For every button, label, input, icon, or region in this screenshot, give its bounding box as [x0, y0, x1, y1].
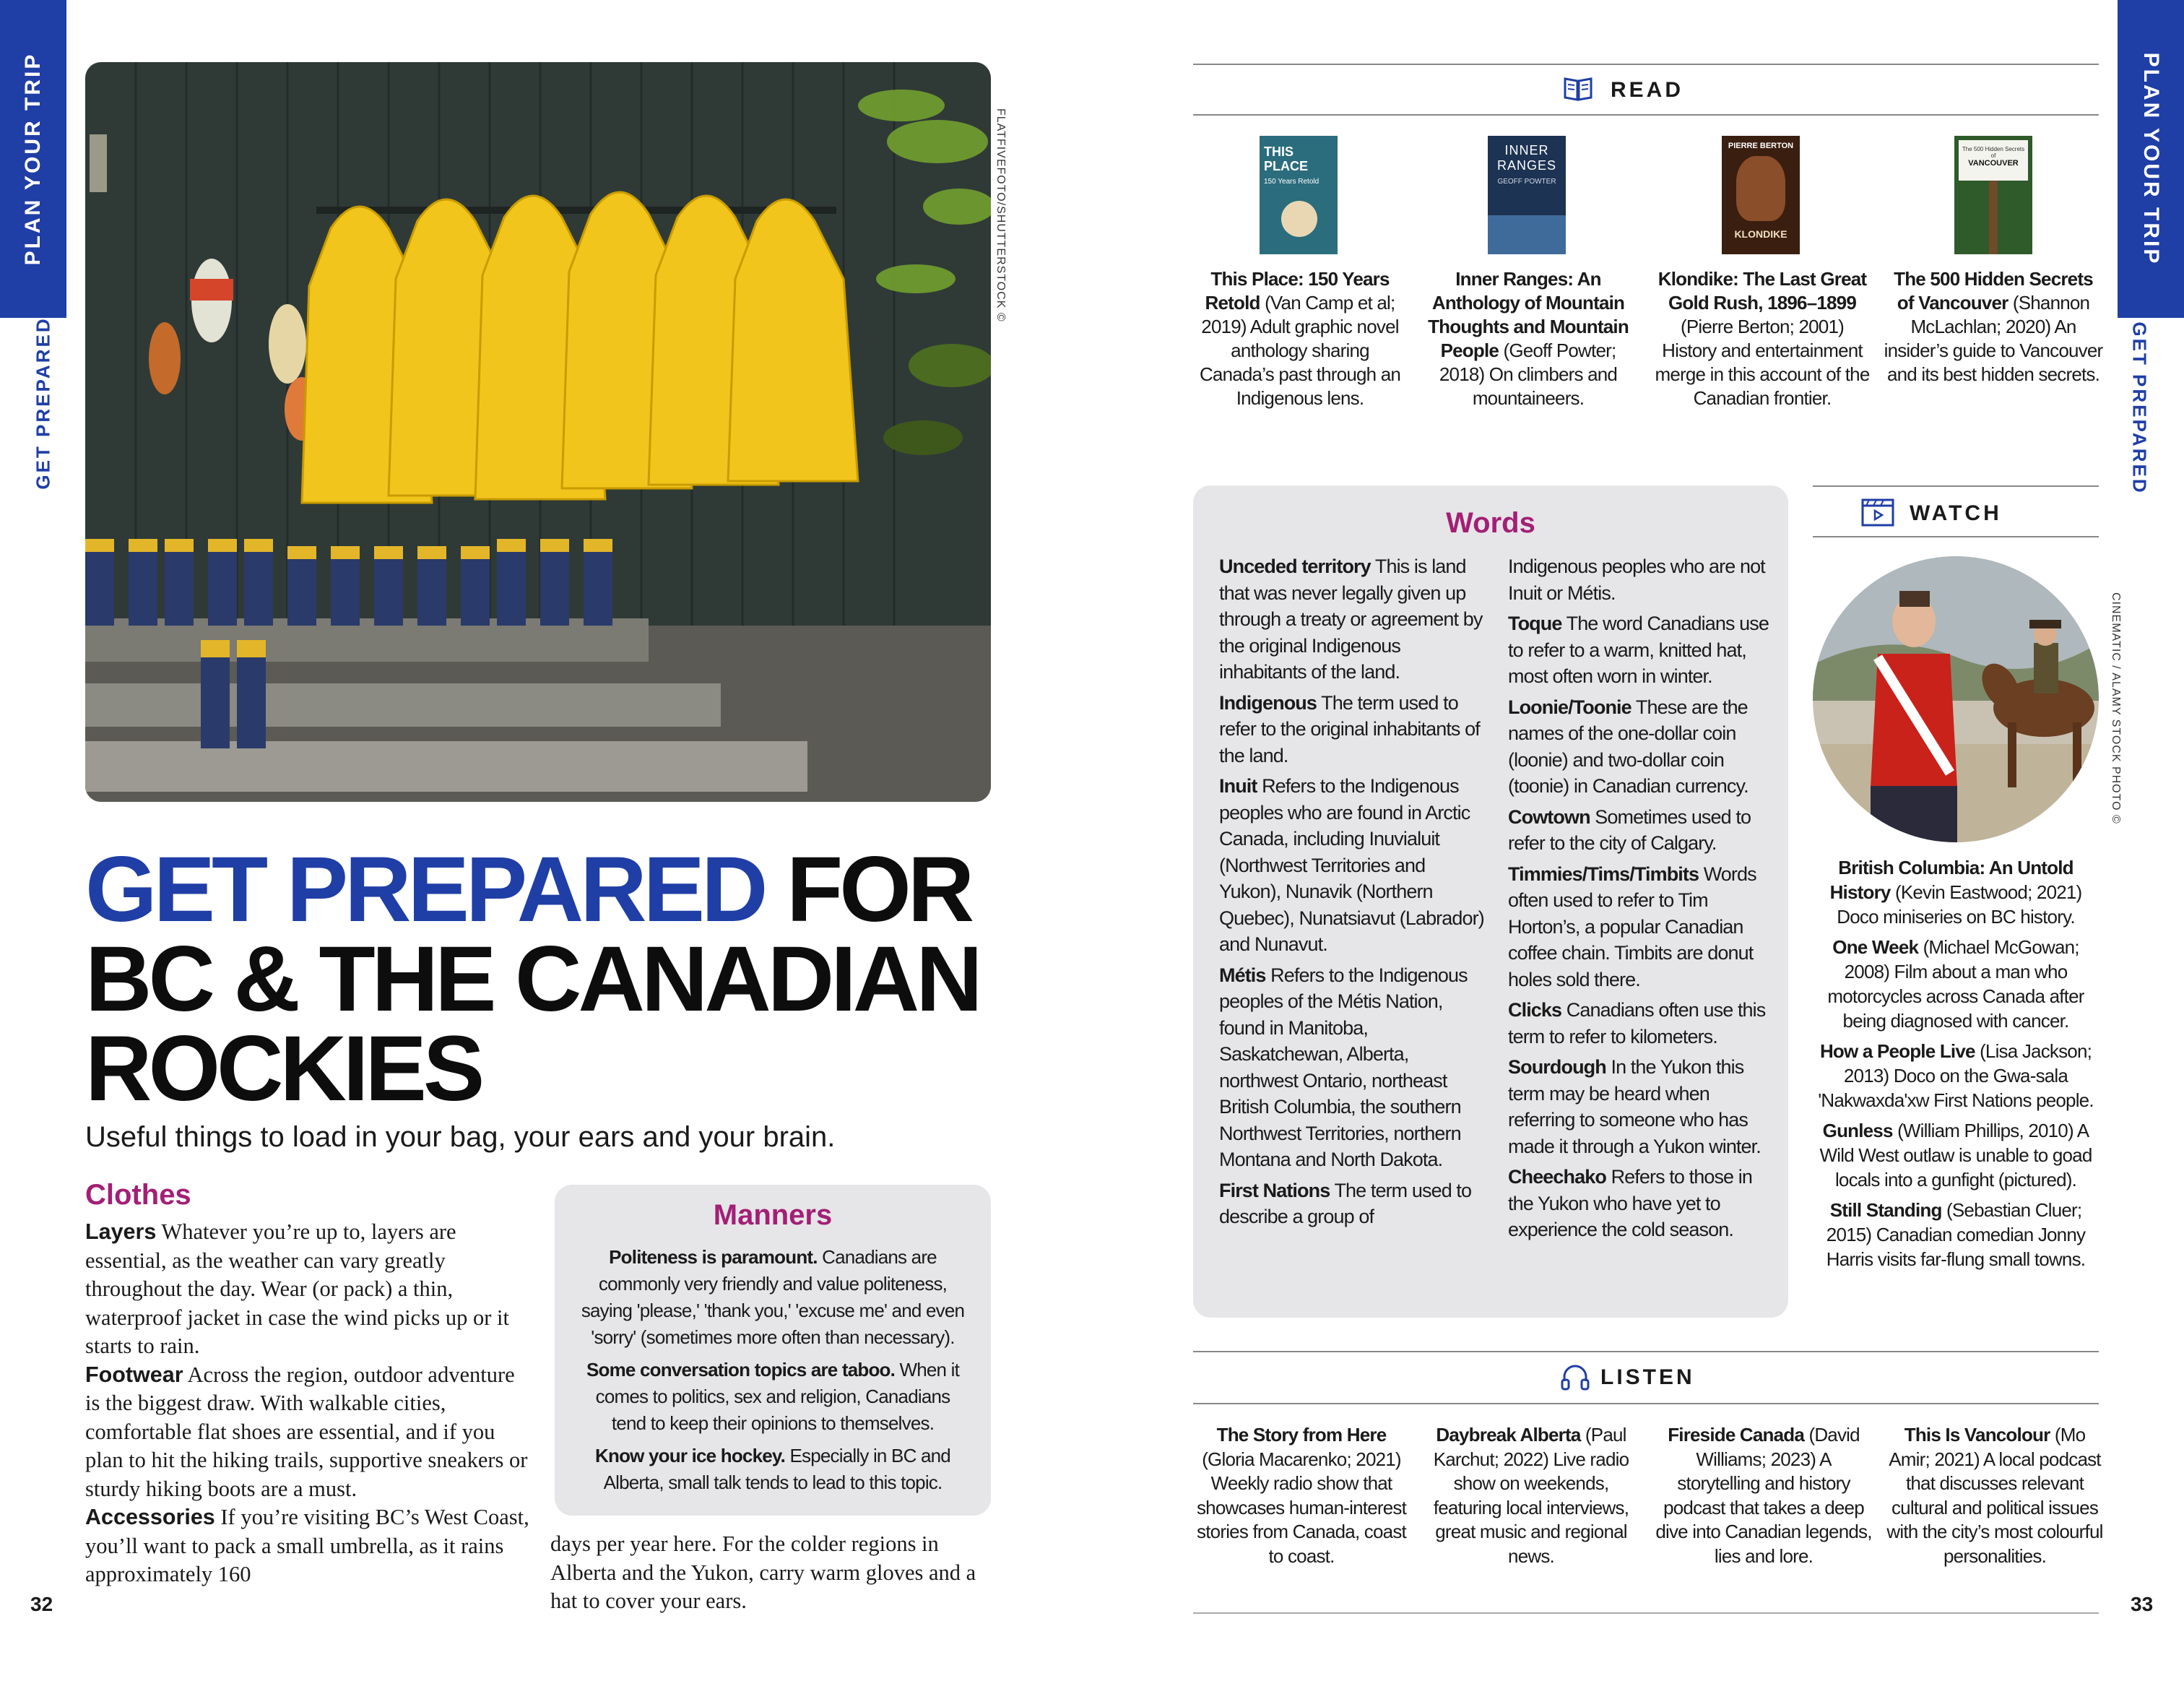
side-sub-label-left: GET PREPARED: [32, 316, 54, 490]
watch-item-one-week: One Week (Michael McGowan; 2008) Film about a man who motorcycles across Canada after being diagnosed with cancer.: [1827, 936, 2084, 1032]
watch-item-bc-untold-history: British Columbia: An Untold History (Kevin Eastwood; 2021) Doco miniseries on BC history.: [1829, 857, 2082, 928]
watch-item-how-a-people-live: How a People Live (Lisa Jackson; 2013) Doco on the Gwa-sala 'Nakwaxda'xw First Nations people.: [1818, 1040, 2094, 1111]
clothes-item-accessories: Accessories If you’re visiting BC’s West Coast, you’ll want to pack a small umbrella, as it rains approximately 160: [85, 1505, 529, 1586]
clothes-item-layers: Layers Whatever you’re up to, layers are essential, as the weather can vary greatly throughout the day. Wear (or pack) a thin, waterproof jacket in case the wind picks up or it starts to rain.: [85, 1219, 509, 1358]
manners-box: [555, 1185, 991, 1516]
word-cheechako: Cheechako Refers to those in the Yukon who have yet to experience the cold season.: [1508, 1166, 1752, 1240]
listen-item-fireside-canada: Fireside Canada (David Williams; 2023) A storytelling and history podcast that takes a deep dive into Canadian legends, lies and lore.: [1655, 1424, 1872, 1567]
clapperboard-icon: [1860, 497, 1895, 531]
watch-rule-top: [1813, 485, 2099, 487]
book-this-place: This Place: 150 Years Retold (Van Camp et al; 2019) Adult graphic novel anthology sharing Canada’s past through an Indigenous lens.: [1199, 268, 1401, 409]
hero-photo: [85, 62, 991, 802]
word-first-nations: First Nations The term used to describe a group of: [1219, 1179, 1472, 1227]
read-rule-top: [1193, 64, 2099, 65]
listen-rule-top: [1193, 1351, 2099, 1352]
book-cover-klondike: PIERRE BERTON KLONDIKE: [1722, 136, 1800, 254]
word-timmies: Timmies/Tims/Timbits Words often used to refer to Tim Horton’s, a popular Canadian coffee chain. Timbits are donut holes sold there.: [1508, 863, 1756, 990]
listen-rule-bottom: [1193, 1403, 2099, 1404]
book-inner-ranges: Inner Ranges: An Anthology of Mountain Thoughts and Mountain People (Geoff Powter; 2018) On climbers and mountaineers.: [1428, 268, 1629, 409]
word-clicks: Clicks Canadians often use this term to refer to kilometers.: [1508, 999, 1766, 1047]
read-rule-bottom: [1193, 114, 2099, 116]
watch-photo-credit: CINEMATIC / ALAMY STOCK PHOTO ©: [2110, 592, 2122, 824]
word-first-nations-continued: Indigenous peoples who are not Inuit or Métis.: [1508, 556, 1765, 604]
open-book-icon: [1563, 75, 1593, 106]
watch-item-gunless: Gunless (William Phillips, 2010) A Wild West outlaw is unable to goad locals into a gunfight (pictured).: [1819, 1120, 2092, 1190]
manners-item-politeness: Politeness is paramount. Canadians are commonly very friendly and value politeness, saying 'please,' 'thank you,' 'excuse me' and even 'sorry' (sometimes more often than necessary).: [581, 1246, 965, 1348]
manners-heading: Manners: [713, 1199, 833, 1231]
book-cover-500-hidden-secrets: The 500 Hidden Secrets of VANCOUVER: [1954, 136, 2032, 254]
listen-item-story-from-here: The Story from Here (Gloria Macarenko; 2021) Weekly radio show that showcases human-interest stories from Canada, coast to coast.: [1196, 1424, 1407, 1567]
book-cover-inner-ranges: INNER RANGES GEOFF POWTER: [1488, 136, 1566, 254]
listen-item-daybreak-alberta: Daybreak Alberta (Paul Karchut; 2022) Live radio show on weekends, featuring local interviews, great music and regional news.: [1433, 1424, 1629, 1567]
watch-rule-bottom: [1813, 536, 2099, 537]
watch-list: [1810, 855, 2102, 1277]
side-sub-label-right: GET PREPARED: [2128, 321, 2151, 495]
listen-rule-end: [1193, 1612, 2099, 1614]
word-cowtown: Cowtown Sometimes used to refer to the city of Calgary.: [1508, 805, 1751, 854]
word-toque: Toque The word Canadians use to refer to a warm, knitted hat, most often worn in winter.: [1508, 613, 1769, 687]
watch-photo-gunless: [1813, 556, 2099, 842]
manners-list: [576, 1244, 969, 1502]
title-part-1: FOR: [786, 838, 971, 941]
words-box: [1193, 485, 1788, 1318]
read-heading: READ: [1611, 78, 1684, 102]
side-tab-right: [2118, 0, 2184, 318]
page-number-right: 33: [2131, 1593, 2154, 1615]
clothes-continued: days per year here. For the colder regions in Alberta and the Yukon, carry warm gloves and a hat to cover your ears.: [550, 1531, 976, 1613]
words-column-1: [1219, 553, 1486, 1235]
word-loonie-toonie: Loonie/Toonie These are the names of the one-dollar coin (loonie) and two-dollar coin (toonie) in Canadian currency.: [1508, 696, 1748, 797]
word-indigenous: Indigenous The term used to refer to the original inhabitants of the land.: [1219, 691, 1480, 766]
watch-item-still-standing: Still Standing (Sebastian Cluer; 2015) Canadian comedian Jonny Harris visits far-flung small towns.: [1826, 1199, 2086, 1270]
side-tab-left: [0, 0, 66, 318]
book-cover-this-place: THIS PLACE 150 Years Retold: [1260, 136, 1338, 254]
page-number-left: 32: [30, 1593, 53, 1615]
words-column-2: [1508, 553, 1775, 1248]
listen-heading: LISTEN: [1600, 1365, 1695, 1389]
page-subtitle: Useful things to load in your bag, your ears and your brain.: [85, 1121, 836, 1153]
title-part-3: ROCKIES: [85, 1017, 482, 1120]
words-heading: Words: [1446, 507, 1535, 539]
headphones-icon: [1560, 1362, 1590, 1395]
manners-item-topics: Some conversation topics are taboo. When it comes to politics, sex and religion, Canadians tend to keep their opinions to themselves.: [586, 1359, 960, 1434]
watch-heading: WATCH: [1910, 501, 2002, 525]
page-title: [85, 838, 1002, 1120]
title-highlight: GET PREPARED: [85, 838, 765, 941]
clothes-heading: Clothes: [85, 1179, 191, 1211]
side-tab-label-right: PLAN YOUR TRIP: [2139, 52, 2163, 266]
book-klondike: Klondike: The Last Great Gold Rush, 1896–1899 (Pierre Berton; 2001) History and entertainment merge in this account of the Canadian frontier.: [1655, 268, 1870, 409]
word-metis: Métis Refers to the Indigenous peoples of the Métis Nation, found in Manitoba, Saskatchewan, Alberta, northwest Ontario, northeast British Columbia, the southern Northwest Territories, northern Montana and North Dakota.: [1219, 964, 1468, 1170]
book-500-hidden-secrets: The 500 Hidden Secrets of Vancouver (Shannon McLachlan; 2020) An insider’s guide to Vancouver and its best hidden secrets.: [1884, 268, 2103, 385]
raincoats-illustration: [85, 62, 991, 802]
word-sourdough: Sourdough In the Yukon this term may be heard when referring to someone who has made it through a Yukon winter.: [1508, 1056, 1761, 1157]
word-inuit: Inuit Refers to the Indigenous peoples who are found in Arctic Canada, including Inuvialuit (Northwest Territories and Yukon), Nunavik (Northern Quebec), Nunatsiavut (Labrador) and Nunavut.: [1219, 775, 1484, 955]
title-part-2: BC & THE CANADIAN: [85, 928, 979, 1031]
clothes-item-footwear: Footwear Across the region, outdoor adventure is the biggest draw. With walkable cities, comfortable flat shoes are essential, and if you plan to hit the hiking trails, supportive sneakers or sturdy hiking boots are a must.: [85, 1362, 528, 1501]
word-unceded-territory: Unceded territory This is land that was never legally given up through a treaty or agreement by the original Indigenous inhabitants of the land.: [1219, 556, 1483, 683]
manners-item-hockey: Know your ice hockey. Especially in BC and Alberta, small talk tends to lead to this topic.: [595, 1445, 950, 1493]
listen-item-this-is-vancolour: This Is Vancolour (Mo Amir; 2021) A local podcast that discusses relevant cultural and political issues with the city’s most colourful personalities.: [1886, 1424, 2103, 1567]
hero-photo-credit: FLATFIVEFOTO/SHUTTERSTOCK ©: [994, 108, 1007, 322]
clothes-column-1: [85, 1218, 534, 1589]
side-tab-label-left: PLAN YOUR TRIP: [21, 52, 45, 266]
